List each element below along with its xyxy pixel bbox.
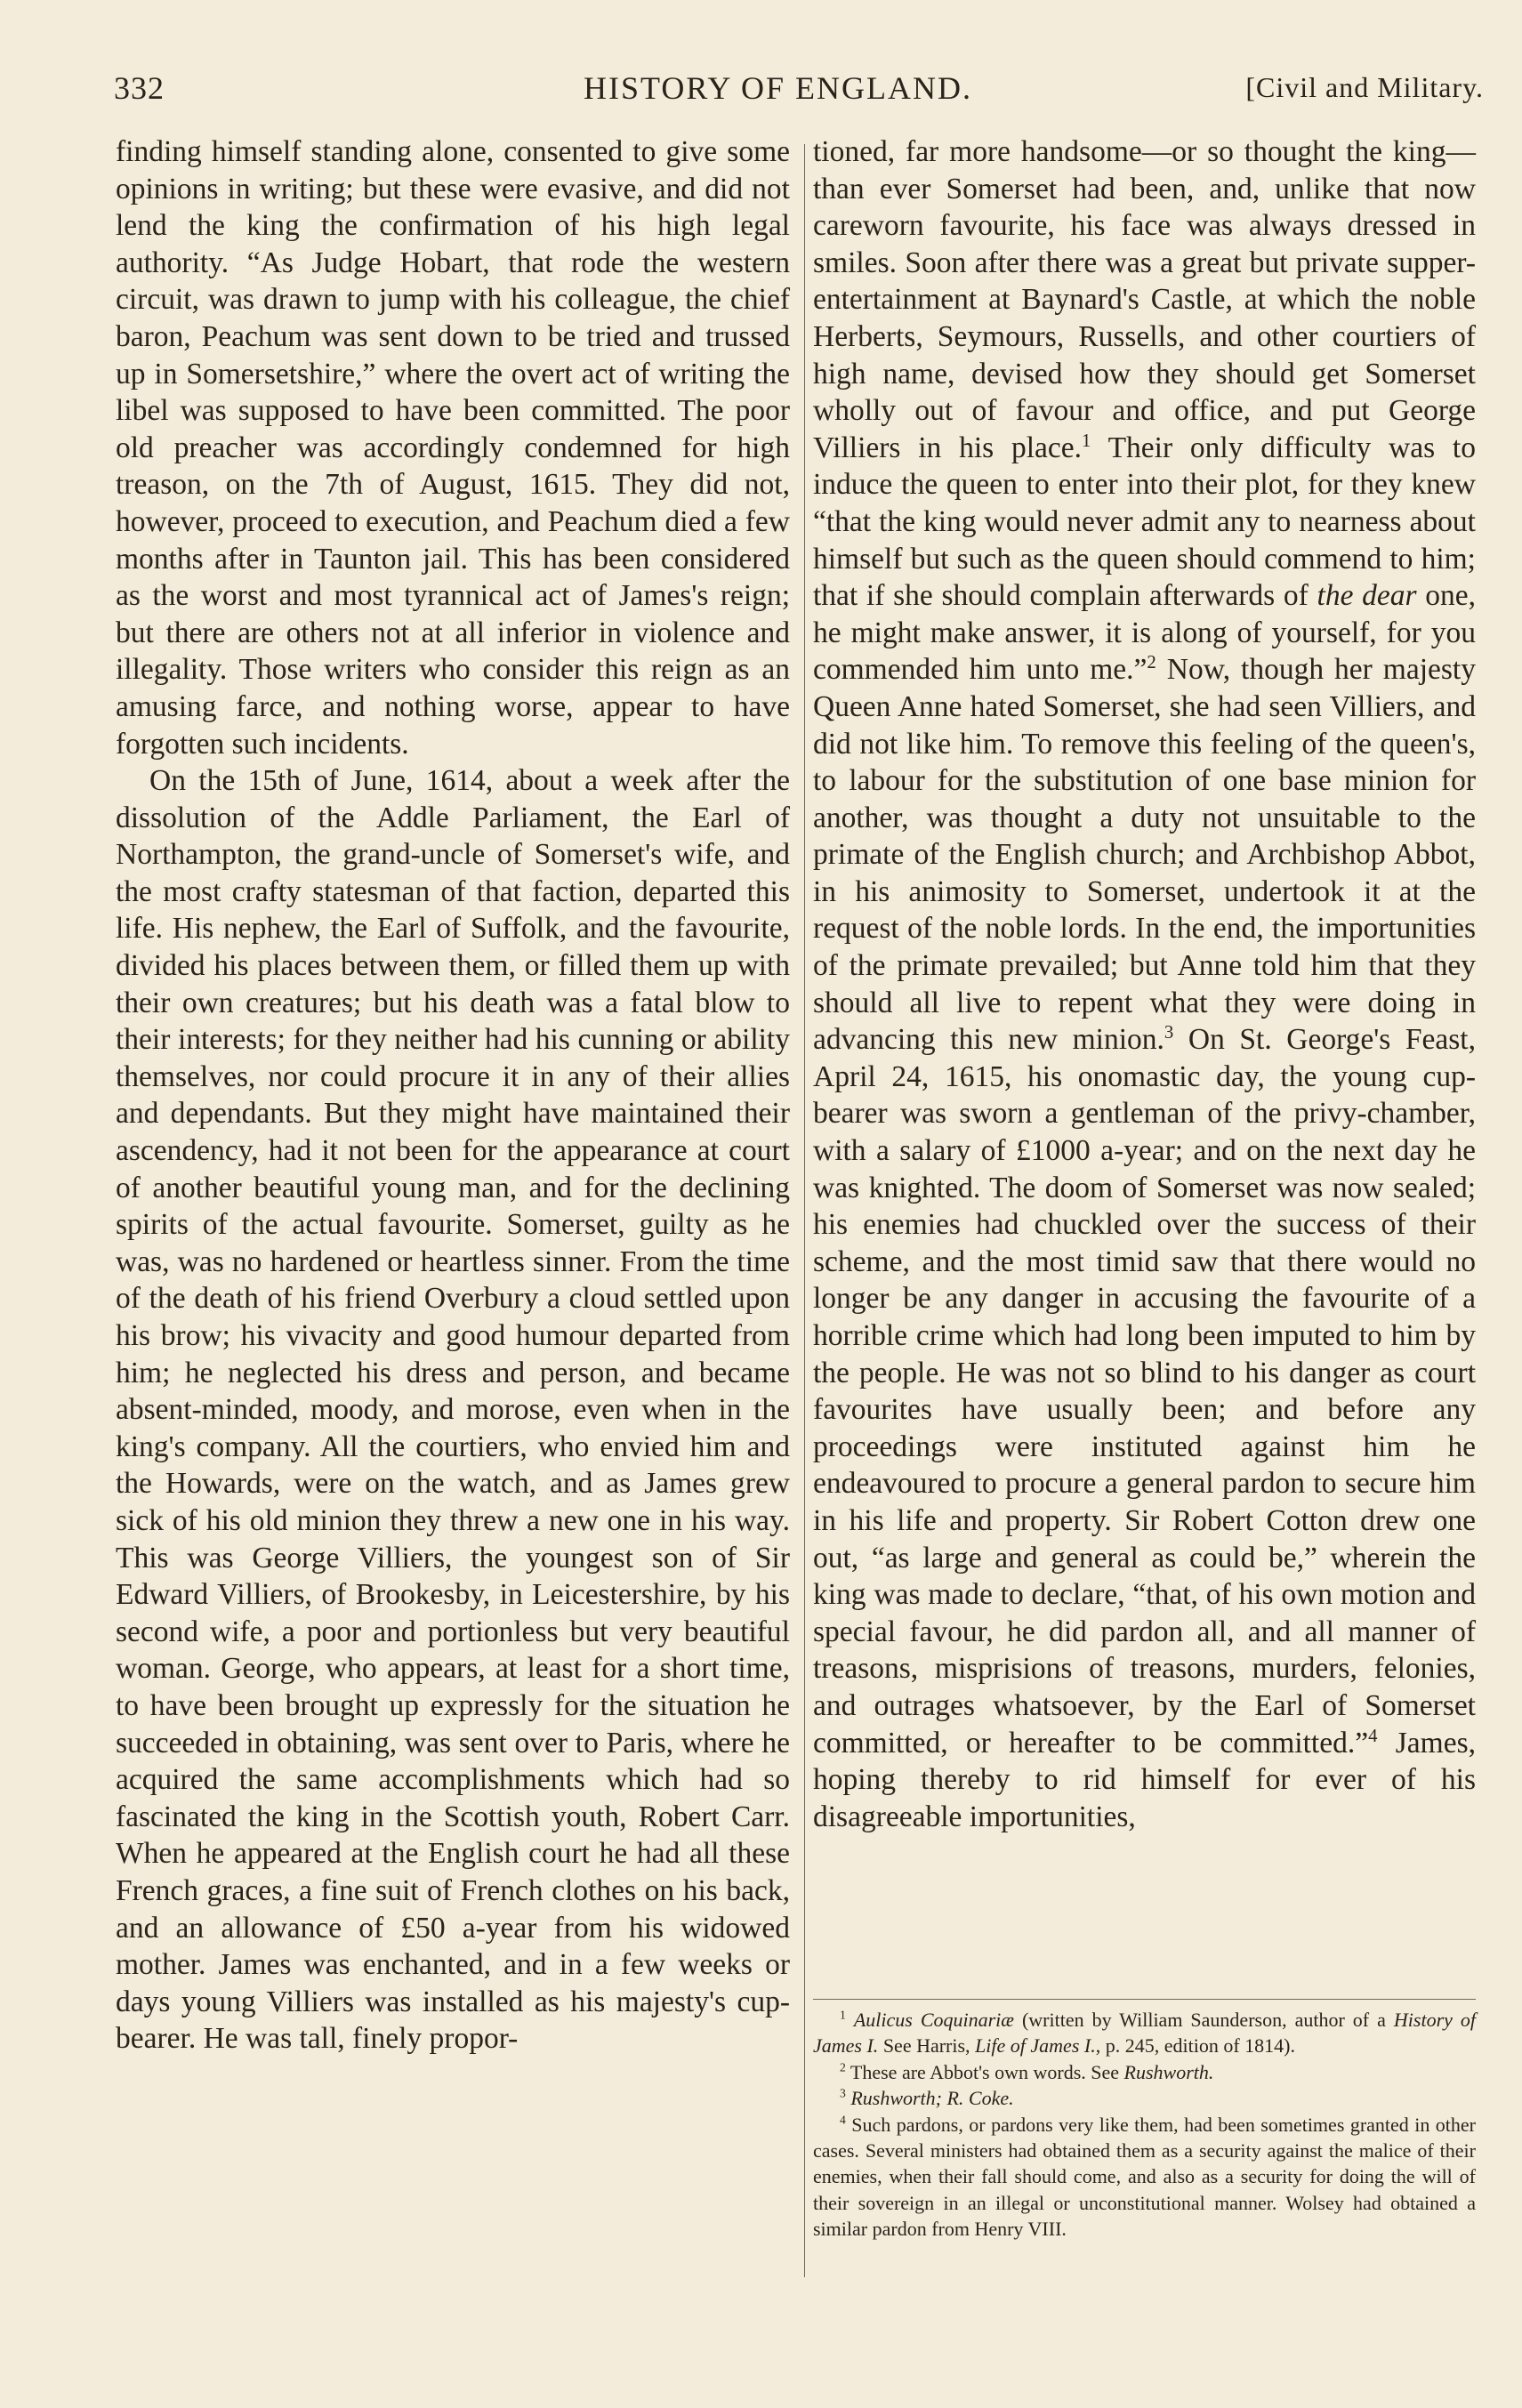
footnote-1-number: 1 (840, 2008, 846, 2022)
footnote-ref-1: 1 (1082, 430, 1091, 451)
italic-phrase: the dear (1317, 579, 1417, 613)
footnote-1-source: Life of James I. (975, 2034, 1096, 2058)
footnote-1-text-a: (written by William Saunderson, author of a (1013, 2009, 1394, 2031)
footnote-4-text: Such pardons, or pardons very like them, had been sometimes granted in other cases. Several ministers had obtained them as a security against the malice of their enemies, when their fall should come, and also as a security for doing the will of their sovereign in an illegal or unconstitutional manner. Wolsey had obtained a similar pardon from Henry VIII. (813, 2113, 1476, 2241)
right-paragraph (813, 133, 1476, 1835)
footnote-3-source: Rushworth; R. Coke. (850, 2087, 1014, 2110)
left-paragraph-1: finding himself standing alone, consented to give some opinions in writing; but these were evasive, and did not lend the king the confirmation of his high legal authority. “As Judge Hobart, that rode the western circuit, was drawn to jump with his colleague, the chief baron, Peachum was sent down to be tried and trussed up in Somersetshire,” where the overt act of writing the libel was supposed to have been committed. The poor old preacher was accordingly condemned for high treason, on the 7th of August, 1615. They did not, however, proceed to execution, and Peachum died a few months after in Taunton jail. This has been considered as the worst and most tyrannical act of James's reign; but there are others not at all inferior in violence and illegality. Those writers who consider this reign as an amusing farce, and nothing worse, appear to have forgotten such incidents. (116, 135, 790, 761)
footnote-ref-4: 4 (1368, 1725, 1378, 1746)
footnote-2-source: Rushworth. (1123, 2060, 1214, 2083)
footnote-1-text-c: , p. 245, edition of 1814). (1095, 2034, 1295, 2058)
footnote-1-book: History of James I. (813, 2009, 1477, 2058)
right-text-4: Now, though her majesty Queen Anne hated Somerset, she had seen Villiers, and did not like him. To remove this feeling of the queen's, to labour for the substitution of one base minion for another, was thought a duty not unsuitable to the primate of the English church; and Archbishop Abbot, in his animosity to Somerset, undertook it at the request of the noble lords. In the end, the importunities of the primate prevailed; but Anne told him that they should all live to repent what they were doing in advancing this new minion. (813, 653, 1476, 1057)
footnote-2-number: 2 (840, 2060, 846, 2074)
footnote-divider (813, 1999, 1476, 2000)
right-text-2: Their only difficulty was to induce the queen to enter into their plot, for they knew “that the king would never admit any to nearness about himself but such as the queen should commend to him; that if she should complain afterwards of (813, 431, 1476, 613)
footnote-ref-3: 3 (1164, 1022, 1174, 1043)
footnote-3 (813, 2085, 1476, 2111)
page-number: 332 (114, 70, 165, 106)
footnote-ref-2: 2 (1147, 652, 1156, 673)
footnote-2-text: These are Abbot's own words. See (850, 2060, 1124, 2083)
footnote-1-title: Aulicus Coquinariæ (853, 2009, 1014, 2031)
footnotes (813, 2007, 1476, 2243)
column-divider (804, 144, 805, 2277)
right-text-6: James, hoping thereby to rid himself for ever of his disagreeable importunities, (813, 1726, 1476, 1833)
running-header (114, 69, 1484, 123)
running-title: HISTORY OF ENGLAND. (584, 70, 973, 106)
footnote-4 (813, 2112, 1476, 2243)
left-column (116, 133, 790, 2058)
right-text-1: tioned, far more handsome—or so thought the king—than ever Somerset had been, and, unlike that now careworn favourite, his face was always dressed in smiles. Soon after there was a great but private supper-entertainment at Baynard's Castle, at which the noble Herberts, Seymours, Russells, and other courtiers of high name, devised how they should get Somerset wholly out of favour and office, and put George Villiers in his place. (813, 135, 1476, 464)
left-paragraph-2: On the 15th of June, 1614, about a week after the dissolution of the Addle Parliament, the Earl of Northampton, the grand-uncle of Somerset's wife, and the most crafty statesman of that faction, departed this life. His nephew, the Earl of Suffolk, and the favourite, divided his places between them, or filled them up with their own creatures; but his death was a fatal blow to their interests; for they neither had his cunning or ability themselves, nor could procure it in any of their allies and dependants. But they might have maintained their ascendency, had it not been for the appearance at court of another beautiful young man, and for the declining spirits of the actual favourite. Somerset, guilty as he was, was no hardened or heartless sinner. From the time of the death of his friend Overbury a cloud settled upon his brow; his vivacity and good humour departed from him; he neglected his dress and person, and became absent-minded, moody, and morose, even when in the king's company. All the courtiers, who envied him and the Howards, were on the watch, and as James grew sick of his old minion they threw a new one in his way. This was George Villiers, the youngest son of Sir Edward Villiers, of Brookesby, in Leicestershire, by his second wife, a poor and portionless but very beautiful woman. George, who appears, at least for a short time, to have been brought up expressly for the situation he succeeded in obtaining, was sent over to Paris, where he acquired the same accomplishments which had so fascinated the king in the Scottish youth, Robert Carr. When he appeared at the English court he had all these French graces, a fine suit of French clothes on his back, and an allowance of £50 a-year from his widowed mother. James was enchanted, and in a few weeks or days young Villiers was installed as his majesty's cup-bearer. He was tall, finely propor- (116, 764, 790, 2056)
footnote-4-number: 4 (840, 2113, 846, 2127)
section-label: [Civil and Military. (1245, 71, 1484, 103)
footnote-1 (813, 2007, 1476, 2059)
right-text-5: On St. George's Feast, April 24, 1615, his onomastic day, the young cup-bearer was sworn a gentleman of the privy-chamber, with a salary of £1000 a-year; and on the next day he was knighted. The doom of Somerset was now sealed; his enemies had chuckled over the success of their scheme, and the most timid saw that there would no longer be any danger in accusing the favourite of a horrible crime which had long been imputed to him by the people. He was not so blind to his danger as court favourites have usually been; and before any proceedings were instituted against him he endeavoured to procure a general pardon to secure him in his life and property. Sir Robert Cotton drew one out, “as large and general as could be,” wherein the king was made to declare, “that, of his own motion and special favour, he did pardon all, and all manner of treasons, misprisions of treasons, murders, felonies, and outrages whatsoever, by the Earl of Somerset committed, or hereafter to be committed.” (813, 1023, 1476, 1760)
footnote-2 (813, 2059, 1476, 2085)
footnote-3-number: 3 (840, 2086, 846, 2100)
right-text-3: one, he might make answer, it is along of yourself, for you commended him unto me.” (813, 579, 1476, 687)
right-column (813, 133, 1476, 1835)
footnote-1-text-b: See Harris, (878, 2034, 976, 2058)
